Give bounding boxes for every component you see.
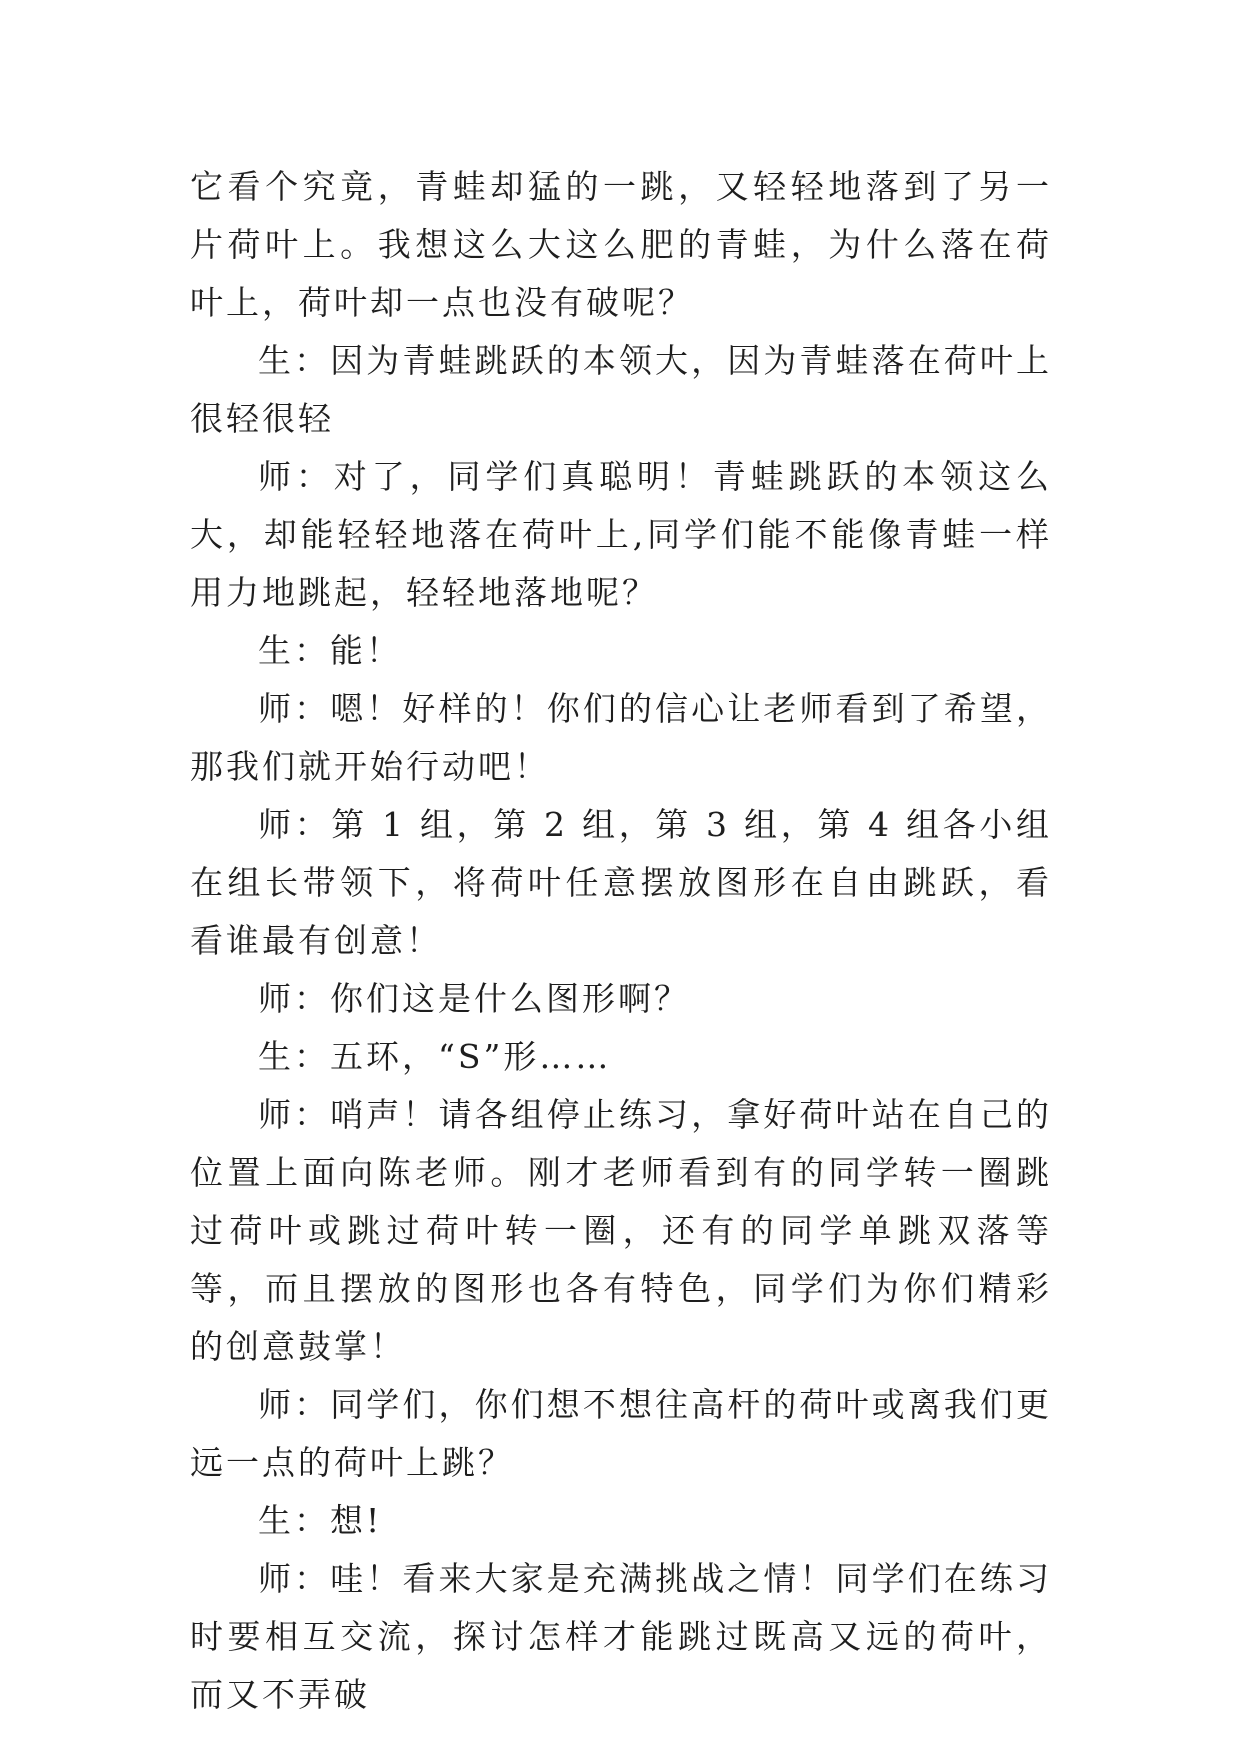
paragraph: 师：对了，同学们真聪明！青蛙跳跃的本领这么大，却能轻轻地落在荷叶上,同学们能不能像青蛙一样用力地跳起，轻轻地落地呢？ bbox=[190, 457, 1052, 612]
paragraph: 生：能！ bbox=[258, 631, 402, 670]
paragraph: 师：同学们，你们想不想往高杆的荷叶或离我们更远一点的荷叶上跳？ bbox=[190, 1385, 1052, 1482]
paragraph: 师：哨声！请各组停止练习，拿好荷叶站在自己的位置上面向陈老师。刚才老师看到有的同学转一圈跳过荷叶或跳过荷叶转一圈，还有的同学单跳双落等等，而且摆放的图形也各有特色，同学们为你们精彩的创意鼓掌！ bbox=[190, 1095, 1052, 1366]
paragraph: 师：哇！看来大家是充满挑战之情！同学们在练习时要相互交流，探讨怎样才能跳过既高又远的荷叶，而又不弄破 bbox=[190, 1559, 1052, 1714]
paragraph: 它看个究竟，青蛙却猛的一跳，又轻轻地落到了另一片荷叶上。我想这么大这么肥的青蛙，为什么落在荷叶上，荷叶却一点也没有破呢？ bbox=[190, 167, 1052, 322]
paragraph: 生：因为青蛙跳跃的本领大，因为青蛙落在荷叶上很轻很轻 bbox=[190, 341, 1052, 438]
paragraph: 生：想! bbox=[258, 1501, 383, 1540]
paragraph: 师：第 1 组，第 2 组，第 3 组，第 4 组各小组在组长带领下，将荷叶任意摆放图形在自由跳跃，看看谁最有创意！ bbox=[190, 805, 1052, 960]
paragraph: 生：五环，“S”形…… bbox=[258, 1037, 612, 1076]
paragraph: 师：嗯！好样的！你们的信心让老师看到了希望，那我们就开始行动吧！ bbox=[190, 689, 1052, 786]
document-body bbox=[190, 158, 1052, 1724]
paragraph: 师：你们这是什么图形啊？ bbox=[258, 979, 690, 1018]
